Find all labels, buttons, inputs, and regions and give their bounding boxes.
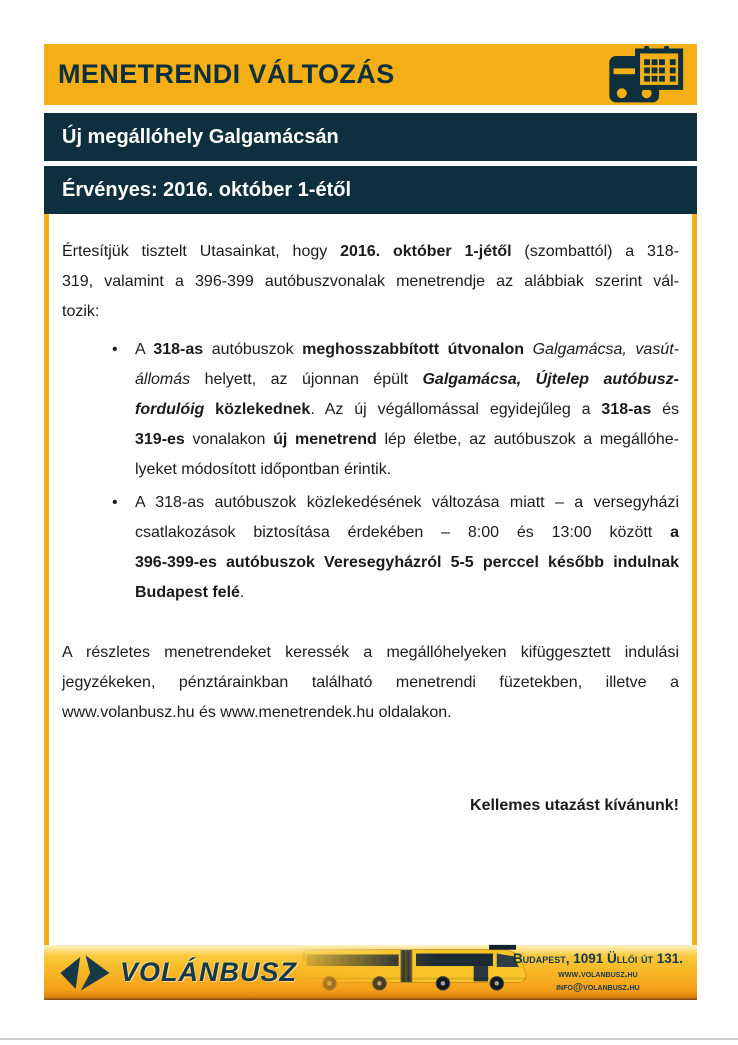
notice-body: [44, 214, 697, 945]
volanbusz-logo: [56, 953, 297, 993]
text-segment: lép életbe, az autóbuszok a megállóhe-: [376, 431, 679, 448]
page-title: MENETRENDI VÁLTOZÁS: [58, 59, 395, 89]
signoff-text: Kellemes utazást kívánunk!: [470, 797, 679, 814]
text-segment: 2016. október 1-jétől: [340, 243, 512, 260]
text-line: [62, 297, 679, 327]
footer-address: Budapest, 1091 Üllői út 131.: [512, 951, 683, 967]
text-segment: [524, 341, 533, 358]
text-segment: 319-es: [135, 431, 185, 448]
text-segment: 318-as: [601, 401, 652, 418]
text-line: [135, 548, 679, 578]
paragraph: [62, 237, 679, 327]
text-segment: jegyzékeken, pénztárainkban található menetrendi füzetekben, illetve a: [62, 674, 679, 691]
bus-illustration: [296, 942, 536, 997]
text-segment: 396-399-es autóbuszok Veresegyházról 5-5 perccel később indulnak: [135, 554, 679, 571]
text-segment: www.volanbusz.hu és www.menetrendek.hu oldalakon.: [62, 704, 452, 721]
text-line: [135, 455, 679, 485]
validity-text: Érvényes: 2016. október 1-étől: [62, 178, 352, 201]
bullet-marker: •: [112, 494, 118, 511]
bullet-text: [135, 488, 679, 608]
text-line: [62, 237, 679, 267]
text-segment: csatlakozások biztosítása érdekében – 8:00 és 13:00 között: [135, 524, 671, 541]
text-segment: Galgamácsa, Újtelep autóbusz-: [422, 371, 679, 388]
text-segment: helyett, az újonnan épült: [190, 371, 423, 388]
footer-email: info@volanbusz.hu: [556, 981, 640, 994]
text-segment: Értesítjük tisztelt Utasainkat, hogy: [62, 243, 341, 260]
text-segment: A részletes menetrendeket keressék a megállóhelyeken kifüggesztett indulási: [62, 644, 679, 661]
text-segment: új menetrend: [273, 431, 377, 448]
text-line: [135, 578, 679, 608]
text-segment: lyeket módosított időpontban érintik.: [135, 461, 392, 478]
text-segment: 319, valamint a 396-399 autóbuszvonalak menetrendje az alábbiak szerint vál-: [62, 273, 679, 290]
text-segment: Galgamácsa, vasút-: [532, 341, 680, 358]
text-segment: a: [670, 524, 679, 541]
subtitle-banner: [44, 113, 697, 161]
text-segment: 318-as: [153, 341, 204, 358]
footer-band: [44, 945, 697, 1000]
text-line: [135, 425, 679, 455]
text-segment: közlekednek: [204, 401, 311, 418]
bullet-item: [62, 335, 679, 485]
text-segment: autóbuszok: [203, 341, 303, 358]
volanbusz-logo-icon: [56, 953, 114, 993]
spacer: [44, 105, 697, 113]
text-line: [135, 488, 679, 518]
text-segment: meghosszabbított útvonalon: [302, 341, 525, 358]
validity-banner: [44, 166, 697, 214]
text-line: [135, 518, 679, 548]
text-segment: tozik:: [62, 303, 100, 320]
bus-calendar-icon: [605, 46, 685, 109]
text-segment: Budapest felé: [135, 584, 240, 601]
text-segment: és: [651, 401, 679, 418]
text-segment: állomás: [135, 371, 191, 388]
paragraph: [62, 638, 679, 728]
text-line: [135, 365, 679, 395]
text-line: [135, 395, 679, 425]
text-segment: A 318-as autóbuszok közlekedésének változása miatt – a versegyházi: [135, 494, 679, 511]
text-segment: fordulóig: [135, 401, 205, 418]
text-segment: (szombattól) a 318-: [511, 243, 680, 260]
volanbusz-logo-text: VOLÁNBUSZ: [120, 957, 297, 987]
text-segment: A: [135, 341, 154, 358]
header-band: [44, 44, 697, 105]
page-edge-line: [0, 1038, 738, 1040]
text-segment: vonalakon: [184, 431, 274, 448]
text-line: [135, 335, 679, 365]
body-paragraphs: [62, 237, 679, 728]
text-segment: .: [239, 584, 245, 601]
notice-document: [44, 44, 697, 1000]
footer-website: www.volanbusz.hu: [558, 967, 638, 980]
text-line: [62, 698, 679, 728]
text-line: [62, 267, 679, 297]
text-segment: . Az új végállomással egyidejűleg a: [310, 401, 602, 418]
text-line: [62, 638, 679, 668]
bullet-text: [135, 335, 679, 485]
subtitle-text: Új megállóhely Galgamácsán: [62, 125, 339, 148]
footer-contact: [513, 950, 683, 995]
bullet-marker: •: [112, 341, 118, 358]
bullet-item: [62, 488, 679, 608]
text-line: [62, 668, 679, 698]
